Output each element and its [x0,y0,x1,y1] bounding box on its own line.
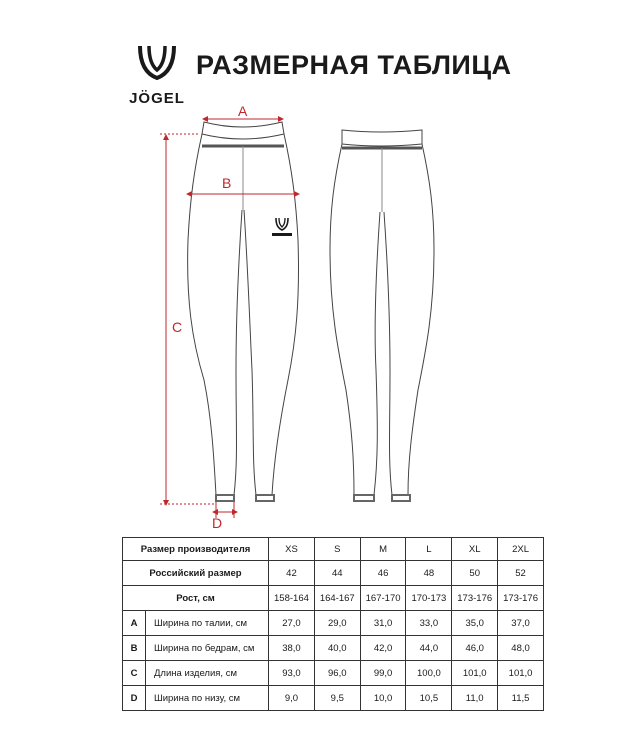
value-cell: 44,0 [406,636,452,661]
row-label: Длина изделия, см [146,661,269,686]
height-cell: 164-167 [314,586,360,611]
size-cell: XL [452,538,498,561]
size-cell: XS [269,538,315,561]
value-cell: 11,0 [452,686,498,711]
front-right-outline [272,134,299,495]
measure-label-b: B [222,175,232,191]
size-table [122,537,544,711]
value-cell: 93,0 [269,661,315,686]
size-cell: M [360,538,406,561]
table-row [123,636,544,661]
header-label: Размер производителя [123,538,269,561]
table-row [123,538,544,561]
row-label: Ширина по талии, см [146,611,269,636]
front-left-cuff [216,495,234,501]
value-cell: 40,0 [314,636,360,661]
value-cell: 9,5 [314,686,360,711]
size-cell: 42 [269,561,315,586]
value-cell: 38,0 [269,636,315,661]
value-cell: 48,0 [498,636,544,661]
size-cell: 44 [314,561,360,586]
size-cell: L [406,538,452,561]
value-cell: 31,0 [360,611,406,636]
back-inner-left [374,212,380,495]
back-right-outline [408,144,434,495]
measure-label-c: C [172,319,183,335]
value-cell: 27,0 [269,611,315,636]
size-cell: 52 [498,561,544,586]
value-cell: 101,0 [498,661,544,686]
row-letter: C [123,661,146,686]
row-letter: B [123,636,146,661]
table-row [123,611,544,636]
measure-label-d: D [212,515,223,530]
brand-logo-icon [134,44,180,88]
back-left-outline [330,144,354,495]
table-row [123,661,544,686]
table-row [123,586,544,611]
back-right-cuff [392,495,410,501]
height-label: Рост, см [123,586,269,611]
value-cell: 96,0 [314,661,360,686]
front-inner-right [244,210,256,495]
value-cell: 10,0 [360,686,406,711]
leggings-diagram [150,100,470,530]
front-view [188,122,299,501]
row-label: Ширина по низу, см [146,686,269,711]
value-cell: 29,0 [314,611,360,636]
size-cell: 48 [406,561,452,586]
page-title: РАЗМЕРНАЯ ТАБЛИЦА [196,50,512,80]
height-cell: 173-176 [498,586,544,611]
value-cell: 42,0 [360,636,406,661]
height-cell: 170-173 [406,586,452,611]
value-cell: 10,5 [406,686,452,711]
size-cell: S [314,538,360,561]
value-cell: 33,0 [406,611,452,636]
value-cell: 37,0 [498,611,544,636]
size-cell: 50 [452,561,498,586]
height-cell: 173-176 [452,586,498,611]
value-cell: 46,0 [452,636,498,661]
value-cell: 11,5 [498,686,544,711]
height-cell: 167-170 [360,586,406,611]
value-cell: 99,0 [360,661,406,686]
back-inner-right [384,212,392,495]
table-row [123,686,544,711]
front-left-outline [188,134,216,495]
row-label: Ширина по бедрам, см [146,636,269,661]
size-cell: 46 [360,561,406,586]
height-cell: 158-164 [269,586,315,611]
value-cell: 101,0 [452,661,498,686]
front-inner-left [234,210,242,495]
value-cell: 100,0 [406,661,452,686]
brand-name: JÖGEL [129,90,185,107]
size-cell: 2XL [498,538,544,561]
back-waistband [342,130,422,146]
russian-label: Российский размер [123,561,269,586]
row-letter: D [123,686,146,711]
measure-label-a: A [238,103,248,119]
front-logo [272,218,292,236]
back-left-cuff [354,495,374,501]
row-letter: A [123,611,146,636]
value-cell: 9,0 [269,686,315,711]
front-waistband [202,122,284,139]
value-cell: 35,0 [452,611,498,636]
table-row [123,561,544,586]
front-right-cuff [256,495,274,501]
back-view [330,130,434,501]
